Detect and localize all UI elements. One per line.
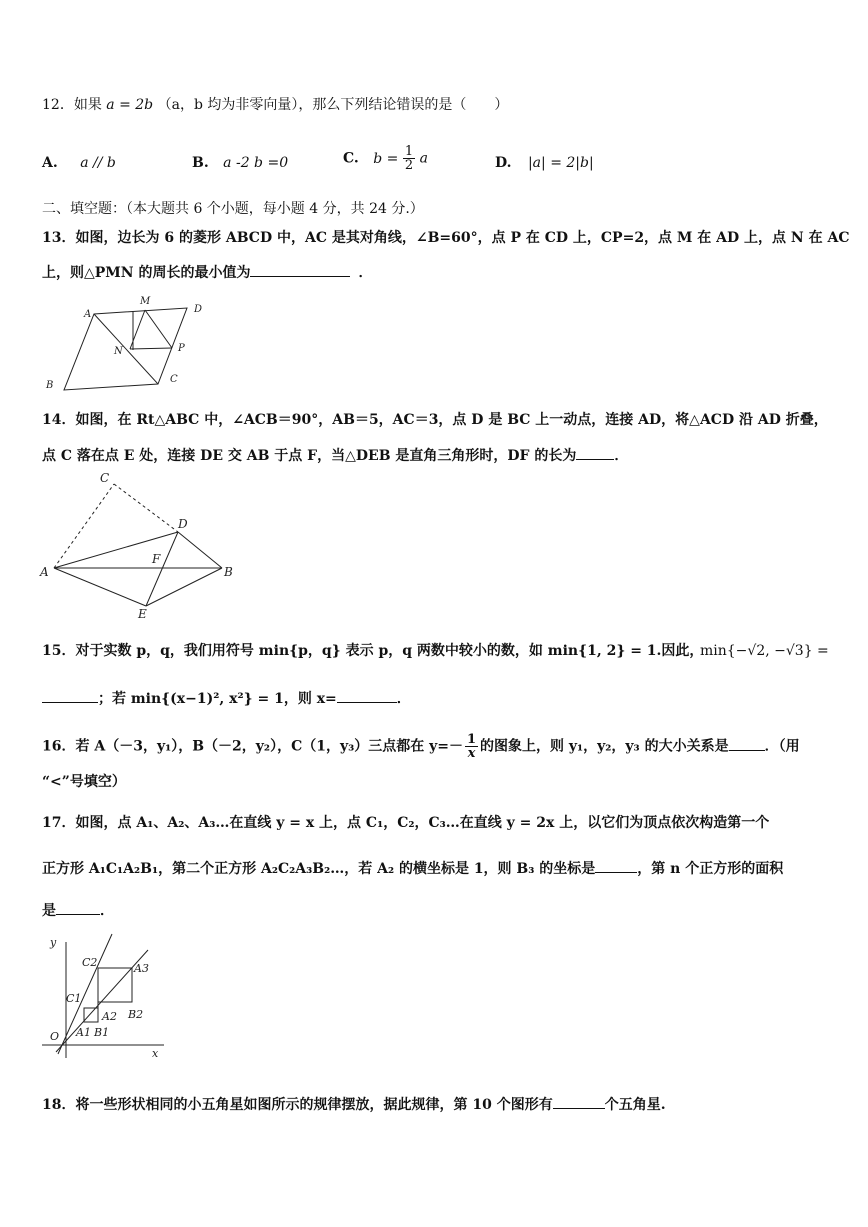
segment-cd-dashed [114,484,178,532]
label-y: y [50,936,57,949]
answer-blank[interactable] [56,900,100,915]
q16-line1: 16．若 A（－3，y₁），B（－2，y₂），C（1，y₃）三点都在 y=－ $\frac{1}{x}$ 的图象上，则 y₁，y₂，y₃ 的大小关系是 ．（用 [42,732,800,761]
segment-mp [145,310,172,348]
label-b2: B2 [128,1008,144,1021]
q12-option-a: A. a // b [42,155,116,171]
label-p: P [178,343,185,354]
label-x: x [152,1047,159,1060]
label-a: A [40,565,49,579]
section-heading: 二、填空题：（本大题共 6 个小题，每小题 4 分，共 24 分.） [42,201,424,217]
answer-blank[interactable] [729,736,765,751]
label-d: D [178,517,188,531]
q12-option-c: C. b = $\frac{1}{2}$ a [343,144,428,173]
segment-de [146,532,178,606]
segment-eb [146,568,222,606]
label-b: B [224,565,233,579]
segment-np [130,348,172,349]
label-c: C [170,374,178,385]
q13-line2: 上，则△PMN 的周长的最小值为 ． [42,262,372,283]
label-d: D [194,304,202,315]
q14-fold-figure [38,470,248,620]
answer-blank[interactable] [337,688,397,703]
q15-line2: ；若 min{(x−1)², x²} = 1，则 x= ． [42,688,411,709]
square-1 [84,1008,98,1022]
label-o: O [50,1030,60,1043]
q14-line2: 点 C 落在点 E 处，连接 DE 交 AB 于点 F，当△DEB 是直角三角形时，DF 的长为 ． [42,445,628,466]
label-c: C [100,471,110,485]
q17-line3: 是 ． [42,900,114,921]
q17-line1: 17．如图，点 A₁、A₂、A₃…在直线 y = x 上，点 C₁，C₂，C₃…在直线 y = 2x 上，以它们为顶点依次构造第一个 [42,815,770,831]
q16-line2: “<”号填空） [42,774,126,790]
segment-mn [130,310,145,349]
answer-blank[interactable] [42,688,98,703]
label-e: E [138,607,147,620]
q13-rhombus-figure [42,292,202,392]
q15-line1: 15．对于实数 p，q，我们用符号 min{p，q} 表示 p，q 两数中较小的数，如 min{1, 2} = 1.因此， [42,643,704,659]
fraction-one-over-x: $\frac{1}{x}$ [466,732,477,761]
label-a1: A1 [76,1026,91,1039]
segment-ae [54,568,146,606]
label-b: B [46,380,54,391]
fraction-one-half: $\frac{1}{2}$ [404,144,414,173]
q14-line1: 14．如图，在 Rt△ABC 中，∠ACB＝90°，AB＝5，AC＝3，点 D 是 BC 上一动点，连接 AD，将△ACD 沿 AD 折叠， [42,412,828,428]
q17-line2: 正方形 A₁C₁A₂B₁，第二个正方形 A₂C₂A₃B₂…，若 A₂ 的横坐标是 1，则 B₃ 的坐标是 ，第 n 个正方形的面积 [42,858,783,879]
q17-squares-figure [38,930,178,1065]
q13-line1: 13．如图，边长为 6 的菱形 ABCD 中，AC 是其对角线，∠B=60°，点 P 在 CD 上，CP=2，点 M 在 AD 上，点 N 在 AC [42,230,850,246]
q12-option-d: D. |a| = 2|b| [495,155,594,171]
label-c1: C1 [66,992,82,1005]
label-a: A [84,309,92,320]
label-a2: A2 [102,1010,117,1023]
label-a3: A3 [134,962,149,975]
answer-blank[interactable] [576,445,614,460]
q12-option-b: B. a -2 b =0 [192,155,289,171]
answer-blank[interactable] [553,1094,605,1109]
label-n: N [114,346,123,357]
answer-blank[interactable] [250,262,350,277]
answer-blank[interactable] [595,858,637,873]
label-b1: B1 [94,1026,110,1039]
q15-line1-min: min{−√2, −√3} = [700,643,829,659]
q18-line: 18．将一些形状相同的小五角星如图所示的规律摆放，据此规律，第 10 个图形有 个五角星. [42,1094,666,1115]
label-f: F [152,552,161,566]
label-m: M [140,296,151,307]
segment-ac-dashed [54,484,114,568]
label-c2: C2 [82,956,98,969]
q12-stem: 12．如果 a = 2b （a，b 均为非零向量），那么下列结论错误的是（ ） [42,97,509,113]
segment-db [178,532,222,568]
